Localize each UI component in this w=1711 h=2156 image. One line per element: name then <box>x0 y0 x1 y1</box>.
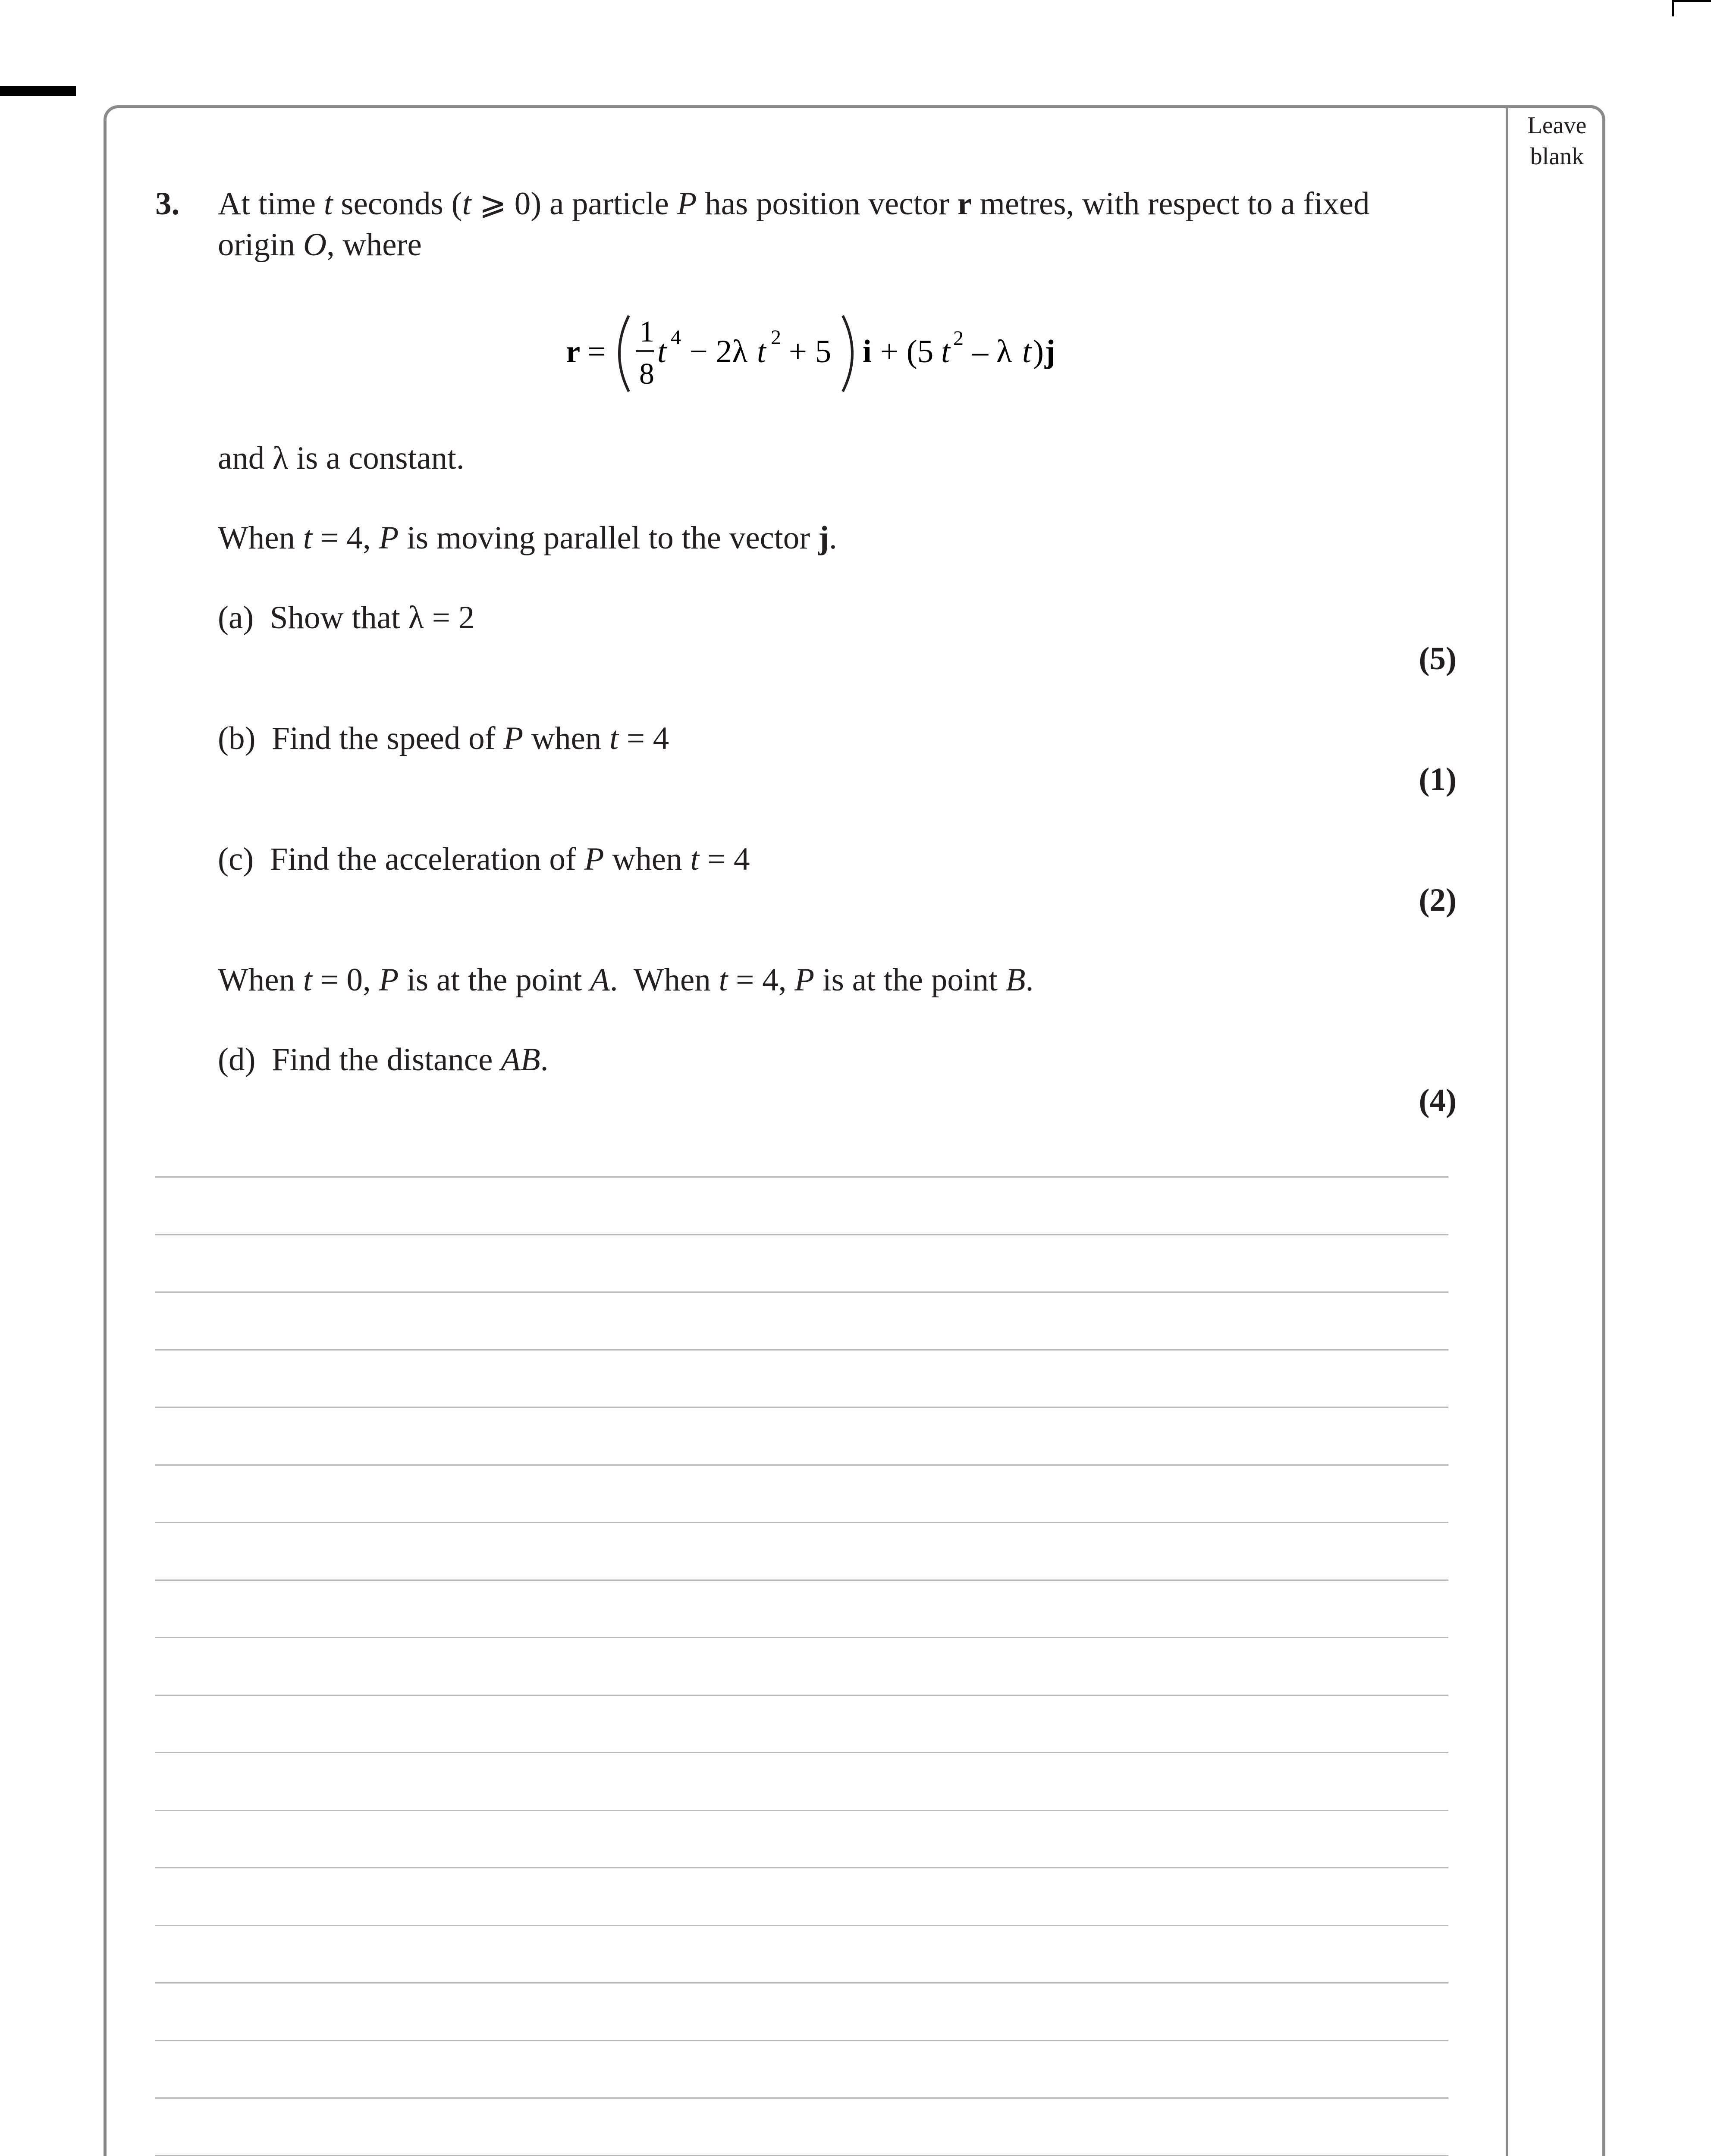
exp-2b: 2 <box>953 327 964 350</box>
answer-line[interactable] <box>155 1695 1448 1696</box>
fraction-bar <box>636 350 654 352</box>
answer-line[interactable] <box>155 1522 1448 1523</box>
part-c-marks: (2) <box>1419 882 1457 918</box>
registration-mark-top <box>0 86 76 96</box>
part-d: (d) Find the distance AB. <box>218 1042 549 1078</box>
part-b-marks: (1) <box>1419 761 1457 797</box>
part-a: (a) Show that λ = 2 <box>218 600 475 636</box>
formula-minus-lt: – λ <box>964 334 1012 370</box>
answer-line[interactable] <box>155 2097 1448 2099</box>
points-statement: When t = 0, P is at the point A. When t = 4, P is at the point B. <box>218 962 1034 998</box>
formula-t3: t <box>941 334 950 370</box>
answer-line[interactable] <box>155 1637 1448 1638</box>
formula-minus-term: − 2λ <box>681 334 748 370</box>
answer-line[interactable] <box>155 1579 1448 1581</box>
answer-line[interactable] <box>155 1407 1448 1408</box>
formula-equals: = <box>587 334 606 370</box>
exp-4: 4 <box>671 326 681 349</box>
formula-close: ) <box>1033 334 1044 370</box>
right-paren <box>843 316 852 392</box>
part-c: (c) Find the acceleration of P when t = 4 <box>218 841 750 877</box>
question-intro-line-2: origin O, where <box>218 227 422 263</box>
answer-line[interactable] <box>155 1464 1448 1466</box>
leave-blank-divider <box>1506 105 1508 2156</box>
position-vector-formula <box>565 302 1083 401</box>
question-intro-line-1: At time t seconds (t ⩾ 0) a particle P has position vector r metres, with respect to a fixed <box>218 186 1370 222</box>
answer-line[interactable] <box>155 1752 1448 1753</box>
answer-line[interactable] <box>155 1925 1448 1926</box>
exp-2: 2 <box>771 326 781 349</box>
left-paren <box>619 316 629 392</box>
frac-numerator: 1 <box>639 315 654 348</box>
answer-box-frame <box>104 105 1605 2156</box>
formula-svg <box>565 302 1083 405</box>
answer-line[interactable] <box>155 1176 1448 1178</box>
crop-mark-top-right <box>1673 0 1711 2</box>
formula-t4: t <box>1022 334 1031 370</box>
formula-r: r <box>566 334 581 370</box>
part-d-marks: (4) <box>1419 1083 1457 1119</box>
answer-line[interactable] <box>155 2040 1448 2041</box>
formula-j-part: + (5 <box>872 334 934 370</box>
formula-t2: t <box>757 334 766 370</box>
answer-line[interactable] <box>155 1291 1448 1293</box>
formula-j: j <box>1045 334 1055 370</box>
part-a-marks: (5) <box>1419 641 1457 677</box>
part-b: (b) Find the speed of P when t = 4 <box>218 721 669 756</box>
answer-line[interactable] <box>155 1982 1448 1984</box>
formula-t1: t <box>657 334 666 370</box>
formula-i: i <box>863 334 872 370</box>
answer-line[interactable] <box>155 1349 1448 1351</box>
answer-line[interactable] <box>155 1867 1448 1868</box>
answer-line[interactable] <box>155 1810 1448 1811</box>
frac-denominator: 8 <box>639 357 654 391</box>
lambda-statement: and λ is a constant. <box>218 440 465 476</box>
parallel-condition: When t = 4, P is moving parallel to the vector j. <box>218 520 837 556</box>
formula-plus5: + 5 <box>781 334 832 370</box>
question-number: 3. <box>155 186 180 222</box>
answer-line[interactable] <box>155 1234 1448 1235</box>
crop-mark-top-right-vertical <box>1672 0 1674 16</box>
leave-blank-label: Leave blank <box>1527 112 1587 170</box>
